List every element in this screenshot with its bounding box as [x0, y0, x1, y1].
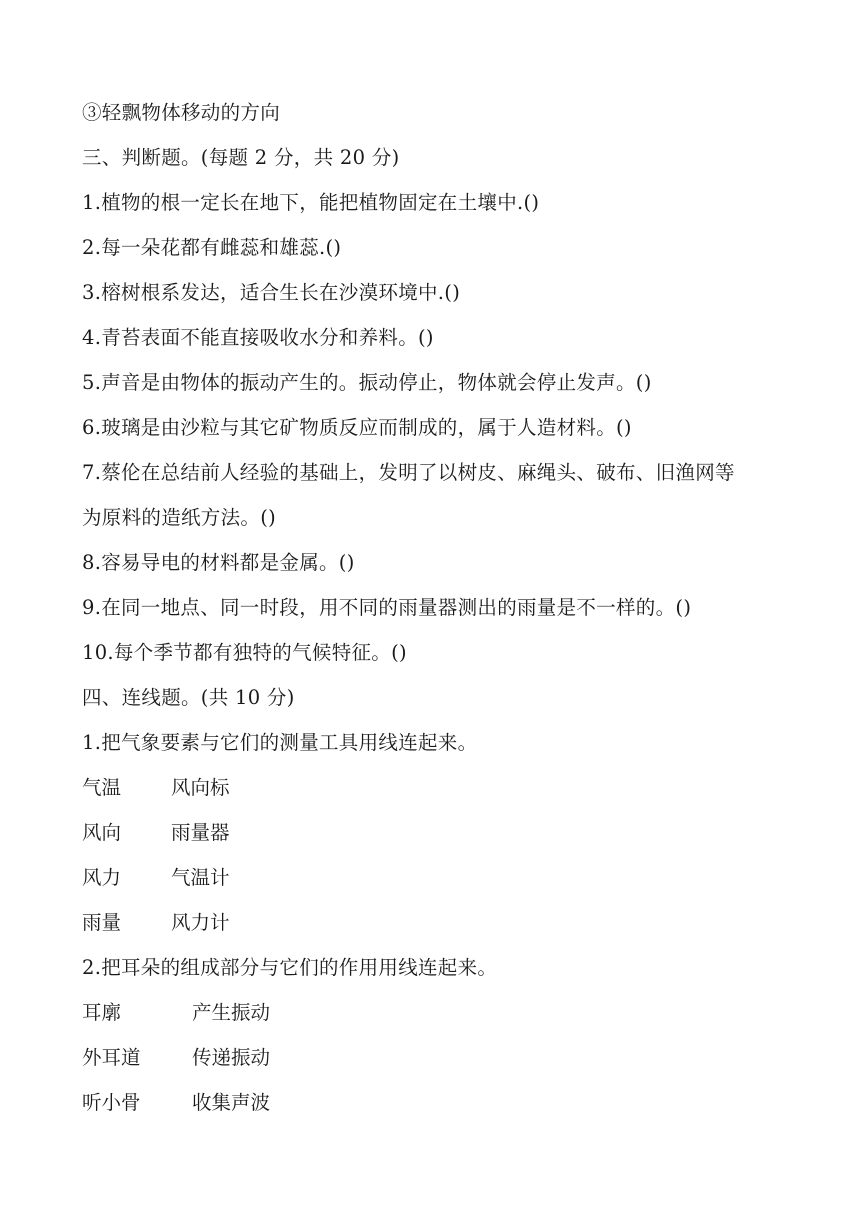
match1-row [82, 900, 792, 945]
match2-left-item: 听小骨 [82, 1091, 141, 1114]
match1-left-item: 气温 [82, 776, 122, 799]
match1-row [82, 855, 792, 900]
option-3-text: ③轻飘物体移动的方向 [82, 101, 281, 124]
match2-right-item: 收集声波 [192, 1091, 271, 1114]
judgment-question-5: 5.声音是由物体的振动产生的。振动停止，物体就会停止发声。() [82, 371, 652, 394]
matching-question-1: 1.把气象要素与它们的测量工具用线连起来。 [82, 731, 478, 754]
match1-row [82, 810, 792, 855]
match1-right-item: 风向标 [171, 776, 230, 799]
section-4-heading: 四、连线题。(共 10 分) [82, 686, 295, 709]
match2-row [82, 1035, 792, 1080]
match2-right-item: 产生振动 [192, 1001, 271, 1024]
match1-right-item: 风力计 [171, 911, 230, 934]
match1-left-item: 风力 [82, 866, 122, 889]
match2-left-item: 外耳道 [82, 1046, 141, 1069]
judgment-question-1: 1.植物的根一定长在地下，能把植物固定在土壤中.() [82, 191, 540, 214]
match2-left-item: 耳廓 [82, 1001, 122, 1024]
judgment-question-10: 10.每个季节都有独特的气候特征。() [82, 641, 407, 664]
judgment-question-4: 4.青苔表面不能直接吸收水分和养料。() [82, 326, 434, 349]
judgment-question-9: 9.在同一地点、同一时段，用不同的雨量器测出的雨量是不一样的。() [82, 596, 692, 619]
match1-left-item: 雨量 [82, 911, 122, 934]
section-3-heading: 三、判断题。(每题 2 分，共 20 分) [82, 146, 400, 169]
match2-right-item: 传递振动 [192, 1046, 271, 1069]
matching-question-2: 2.把耳朵的组成部分与它们的作用用线连起来。 [82, 956, 498, 979]
document-page [82, 90, 792, 1125]
match1-right-item: 雨量器 [171, 821, 230, 844]
match2-row [82, 990, 792, 1035]
judgment-question-2: 2.每一朵花都有雌蕊和雄蕊.() [82, 236, 342, 259]
match1-right-item: 气温计 [171, 866, 230, 889]
judgment-question-6: 6.玻璃是由沙粒与其它矿物质反应而制成的，属于人造材料。() [82, 416, 632, 439]
match1-row [82, 765, 792, 810]
judgment-question-8: 8.容易导电的材料都是金属。() [82, 551, 355, 574]
judgment-question-7-cont: 为原料的造纸方法。() [82, 506, 277, 529]
match1-left-item: 风向 [82, 821, 122, 844]
match2-row [82, 1080, 792, 1125]
judgment-question-7: 7.蔡伦在总结前人经验的基础上，发明了以树皮、麻绳头、破布、旧渔网等 [82, 461, 735, 484]
judgment-question-3: 3.榕树根系发达，适合生长在沙漠环境中.() [82, 281, 461, 304]
